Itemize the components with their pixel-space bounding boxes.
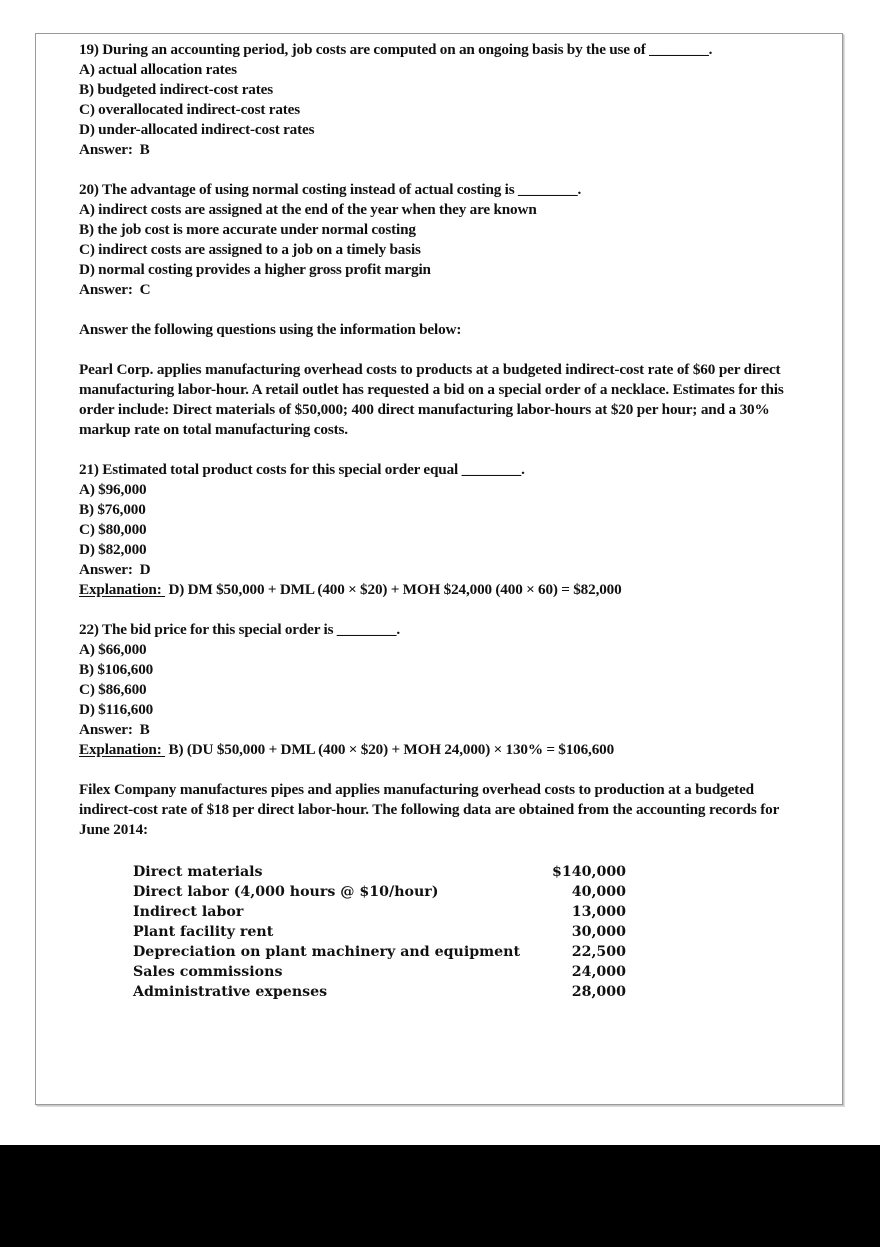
question-block-20 (79, 180, 819, 300)
cost-item-label: Plant facility rent (133, 924, 274, 940)
question-choice-d: D) under-allocated indirect-cost rates (79, 121, 315, 138)
block-spacer (79, 440, 819, 460)
explanation-text: D) DM $50,000 + DML (400 × $20) + MOH $24,000 (400 × 60) = $82,000 (165, 581, 622, 598)
table-row (133, 922, 626, 942)
question-choice-a: A) actual allocation rates (79, 61, 237, 78)
table-row (133, 982, 626, 1002)
question-block-19 (79, 40, 819, 160)
question-block-21 (79, 460, 819, 600)
question-choice-b: B) $106,600 (79, 661, 154, 678)
question-stem: 19) During an accounting period, job costs are computed on an ongoing basis by the use of ________. (79, 41, 713, 58)
cost-item-amount: $140,000 (552, 864, 627, 880)
question-choice-b: B) $76,000 (79, 501, 146, 518)
question-block-22 (79, 620, 819, 760)
question-answer: Answer: B (79, 141, 150, 158)
question-stem: 20) The advantage of using normal costing instead of actual costing is ________. (79, 181, 582, 198)
scenario-pearl-corp: Pearl Corp. applies manufacturing overhead costs to products at a budgeted indirect-cost rate of $60 per direct manufacturing labor-hour. A retail outlet has requested a bid on a special order of a necklace. Estimates for this order include: Direct materials of $50,000; 400 direct manufacturing labor-hours at $20 per hour; and a 30% markup rate on total manufacturing costs. (79, 361, 784, 438)
question-choice-a: A) $96,000 (79, 481, 147, 498)
cost-item-label: Sales commissions (133, 964, 283, 980)
question-answer: Answer: C (79, 281, 151, 298)
question-choice-a: A) $66,000 (79, 641, 147, 658)
cost-item-amount: 24,000 (571, 964, 627, 980)
question-answer: Answer: D (79, 561, 151, 578)
question-choice-d: D) $116,600 (79, 701, 154, 718)
scanned-page-sheet (35, 33, 843, 1105)
scanner-black-bar (0, 1145, 880, 1247)
question-explanation (79, 580, 819, 600)
explanation-text: B) (DU $50,000 + DML (400 × $20) + MOH 24,000) × 130% = $106,600 (165, 741, 615, 758)
cost-item-amount: 30,000 (571, 924, 627, 940)
question-choice-a: A) indirect costs are assigned at the end of the year when they are known (79, 201, 537, 218)
table-row (133, 902, 626, 922)
cost-item-label: Depreciation on plant machinery and equipment (133, 944, 521, 960)
cost-item-amount: 13,000 (571, 904, 627, 920)
question-choice-b: B) the job cost is more accurate under normal costing (79, 221, 416, 238)
question-choice-c: C) $86,600 (79, 681, 147, 698)
cost-item-label: Administrative expenses (133, 984, 328, 1000)
table-row (133, 942, 626, 962)
block-spacer (79, 760, 819, 780)
instruction-answer-below: Answer the following questions using the information below: (79, 321, 462, 338)
question-stem: 21) Estimated total product costs for this special order equal ________. (79, 461, 525, 478)
table-row (133, 962, 626, 982)
block-spacer (79, 600, 819, 620)
page-content (79, 40, 819, 1002)
question-choice-c: C) $80,000 (79, 521, 147, 538)
table-row (133, 862, 626, 882)
question-choice-b: B) budgeted indirect-cost rates (79, 81, 273, 98)
cost-item-amount: 40,000 (571, 884, 627, 900)
table-row (133, 882, 626, 902)
cost-item-amount: 22,500 (571, 944, 627, 960)
explanation-label: Explanation: (79, 741, 166, 758)
cost-item-label: Indirect labor (133, 904, 244, 920)
question-answer: Answer: B (79, 721, 150, 738)
block-spacer (79, 300, 819, 320)
cost-data-table-body (133, 862, 626, 1002)
question-choice-d: D) $82,000 (79, 541, 147, 558)
question-choice-c: C) indirect costs are assigned to a job on a timely basis (79, 241, 421, 258)
explanation-label: Explanation: (79, 581, 166, 598)
cost-data-table (133, 862, 626, 1002)
question-explanation (79, 740, 819, 760)
scenario-filex-company: Filex Company manufactures pipes and applies manufacturing overhead costs to production at a budgeted indirect-cost rate of $18 per direct labor-hour. The following data are obtained from the accounting records for June 2014: (79, 781, 779, 838)
question-choice-d: D) normal costing provides a higher gross profit margin (79, 261, 431, 278)
question-choice-c: C) overallocated indirect-cost rates (79, 101, 301, 118)
cost-item-label: Direct materials (133, 864, 263, 880)
question-stem: 22) The bid price for this special order is ________. (79, 621, 401, 638)
cost-item-amount: 28,000 (571, 984, 627, 1000)
cost-item-label: Direct labor (4,000 hours @ $10/hour) (133, 884, 439, 900)
block-spacer (79, 160, 819, 180)
block-spacer (79, 840, 819, 860)
block-spacer (79, 340, 819, 360)
